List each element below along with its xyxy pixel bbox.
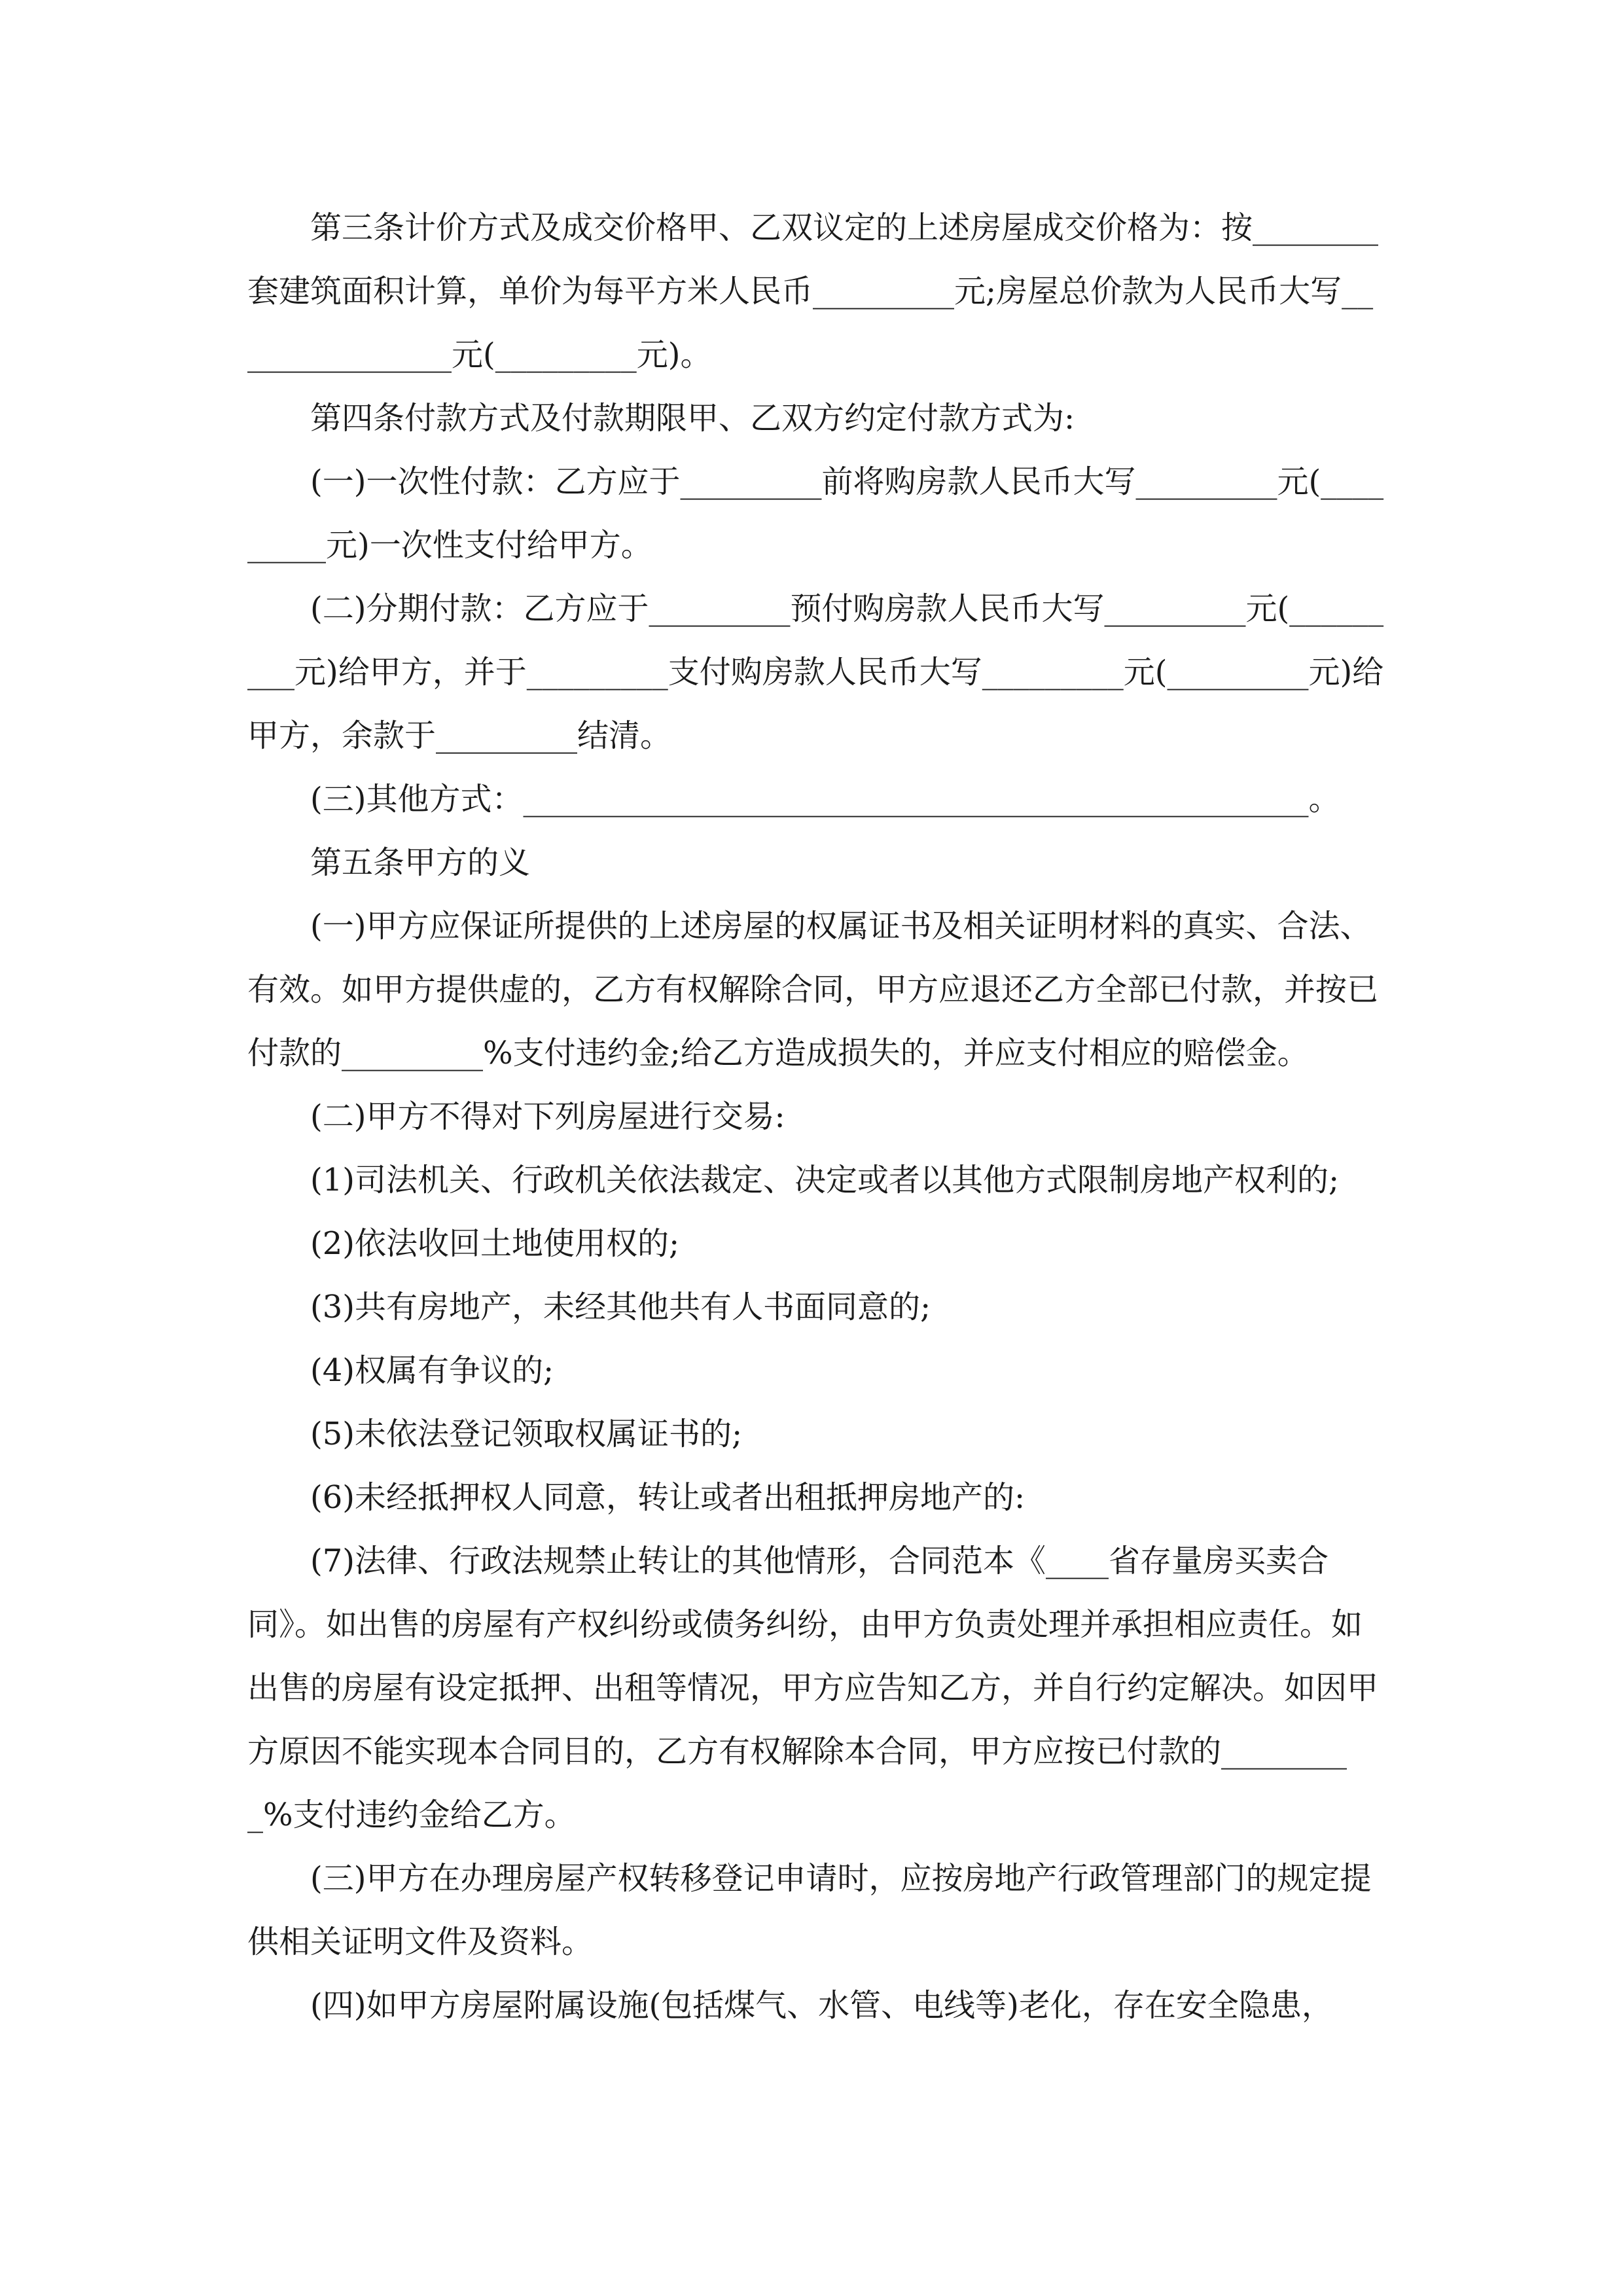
paragraph-article-4: 第四条付款方式及付款期限甲、乙双方约定付款方式为: xyxy=(310,400,1075,437)
list-item-3: (3)共有房地产，未经其他共有人书面同意的; xyxy=(310,1289,931,1325)
paragraph-article-3: 第三条计价方式及成交价格甲、乙双议定的上述房屋成交价格为：按________套建筑面积计算，单价为每平方米人民币_________元;房屋总价款为人民币大写_______________元(_________元)。 xyxy=(247,209,1379,373)
list-item-4: (4)权属有争议的; xyxy=(310,1352,554,1389)
paragraph-lump-sum-payment: (一)一次性付款：乙方应于_________前将购房款人民币大写_________元(_________元)一次性支付给甲方。 xyxy=(247,463,1384,564)
paragraph-registration: (三)甲方在办理房屋产权转移登记申请时，应按房地产行政管理部门的规定提供相关证明文件及资料。 xyxy=(247,1860,1372,1960)
paragraph-prohibited-transactions: (二)甲方不得对下列房屋进行交易: xyxy=(310,1098,785,1135)
list-item-6: (6)未经抵押权人同意，转让或者出租抵押房地产的: xyxy=(310,1479,1026,1516)
list-item-7: (7)法律、行政法规禁止转让的其他情形，合同范本《____省存量房买卖合同》。如出售的房屋有产权纠纷或债务纠纷，由甲方负责处理并承担相应责任。如出售的房屋有设定抵押、出租等情况，甲方应告知乙方，并自行约定解决。如因甲方原因不能实现本合同目的，乙方有权解除本合同，甲方应按已付款的_________%支付违约金给乙方。 xyxy=(247,1543,1379,1833)
paragraph-guarantee: (一)甲方应保证所提供的上述房屋的权属证书及相关证明材料的真实、合法、有效。如甲方提供虚的，乙方有权解除合同，甲方应退还乙方全部已付款，并按已付款的_________%支付违约金;给乙方造成损失的，并应支付相应的赔偿金。 xyxy=(247,908,1379,1071)
list-item-2: (2)依法收回土地使用权的; xyxy=(310,1225,680,1262)
paragraph-facilities: (四)如甲方房屋附属设施(包括煤气、水管、电线等)老化，存在安全隐患， xyxy=(310,1987,1333,2024)
paragraph-other-methods: (三)其他方式：__________________________________________________。 xyxy=(310,781,1340,817)
paragraph-article-5: 第五条甲方的义 xyxy=(310,844,531,881)
list-item-1: (1)司法机关、行政机关依法裁定、决定或者以其他方式限制房地产权利的; xyxy=(310,1162,1340,1198)
list-item-5: (5)未依法登记领取权属证书的; xyxy=(310,1416,743,1452)
document-body xyxy=(247,196,1386,2037)
paragraph-installment-payment: (二)分期付款：乙方应于_________预付购房款人民币大写_________元(_________元)给甲方，并于_________支付购房款人民币大写_________元(_________元)给甲方，余款于_________结清。 xyxy=(247,590,1384,754)
